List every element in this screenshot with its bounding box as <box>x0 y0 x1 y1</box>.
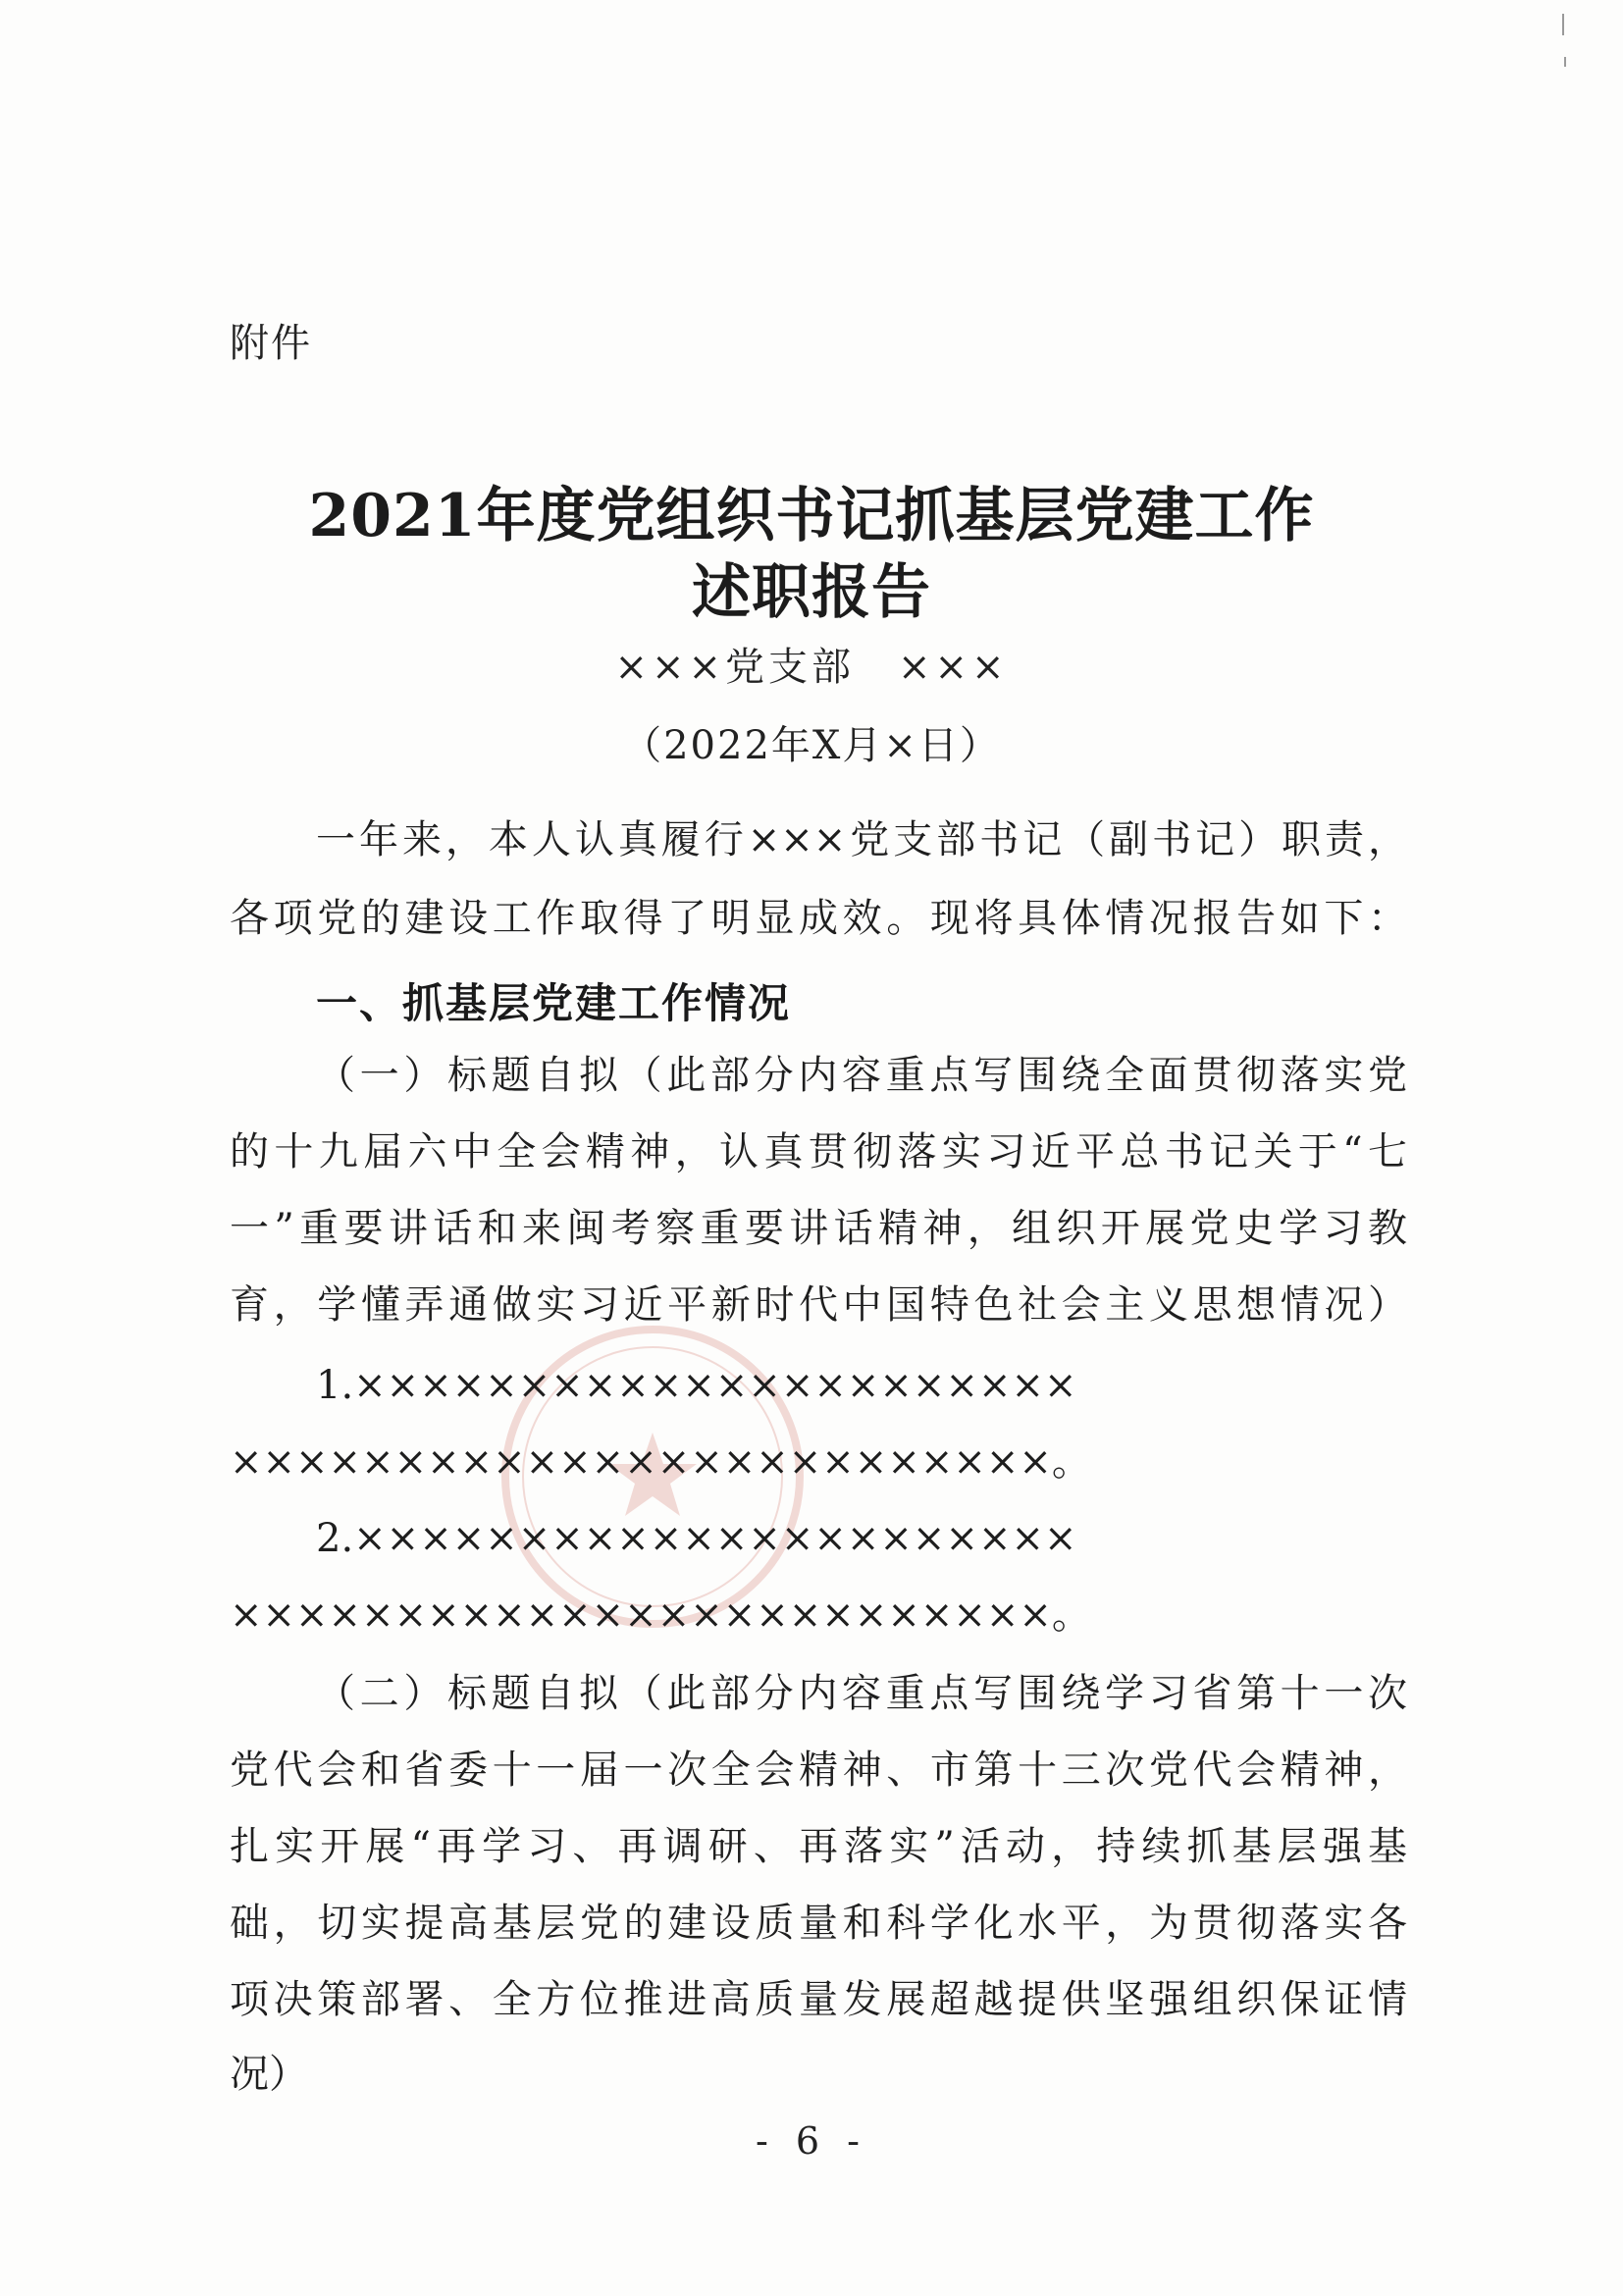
document-title-line1: 2021年度党组织书记抓基层党建工作 <box>308 482 1315 550</box>
paragraph-line: 党代会和省委十一届一次全会精神、市第十三次党代会精神， <box>230 1748 1407 1793</box>
report-date: （2022年X月×日） <box>622 723 1001 768</box>
list-item-line: 2.×××××××××××××××××××××× <box>316 1516 1077 1561</box>
paragraph-line: 的十九届六中全会精神，认真贯彻落实习近平总书记关于“七 <box>230 1129 1407 1174</box>
paragraph-line: （二）标题自拟（此部分内容重点写围绕学习省第十一次 <box>316 1671 1407 1716</box>
scan-margin-mark <box>1562 14 1564 35</box>
section-heading: 一、抓基层党建工作情况 <box>316 979 792 1027</box>
paragraph-line: 础，切实提高基层党的建设质量和科学化水平，为贯彻落实各 <box>230 1901 1407 1946</box>
author-line <box>0 636 1623 692</box>
document-title-line2: 述职报告 <box>692 558 931 627</box>
paragraph-line: （一）标题自拟（此部分内容重点写围绕全面贯彻落实党 <box>316 1053 1407 1098</box>
attachment-label: 附件 <box>230 321 312 366</box>
paragraph-line: 育，学懂弄通做实习近平新时代中国特色社会主义思想情况） <box>230 1282 1407 1328</box>
list-item-line: ×××××××××××××××××××××××××。 <box>230 1439 1091 1485</box>
page-number: - 6 - <box>755 2119 867 2163</box>
paragraph-line: 项决策部署、全方位推进高质量发展超越提供坚强组织保证情 <box>230 1977 1407 2022</box>
author-org: ×××党支部 <box>614 645 855 690</box>
paragraph-line: 各项党的建设工作取得了明显成效。现将具体情况报告如下： <box>230 896 1407 941</box>
scan-margin-mark <box>1564 57 1566 67</box>
paragraph-line: 一”重要讲话和来闽考察重要讲话精神，组织开展党史学习教 <box>230 1206 1407 1251</box>
paragraph-line: 况） <box>230 2052 308 2097</box>
paragraph-line: 扎实开展“再学习、再调研、再落实”活动，持续抓基层强基 <box>230 1824 1407 1869</box>
list-item-line: ×××××××××××××××××××××××××。 <box>230 1592 1091 1638</box>
list-item-line: 1.×××××××××××××××××××××× <box>316 1363 1077 1408</box>
paragraph-line: 一年来，本人认真履行×××党支部书记（副书记）职责， <box>316 817 1407 862</box>
author-name: ××× <box>898 645 1009 690</box>
